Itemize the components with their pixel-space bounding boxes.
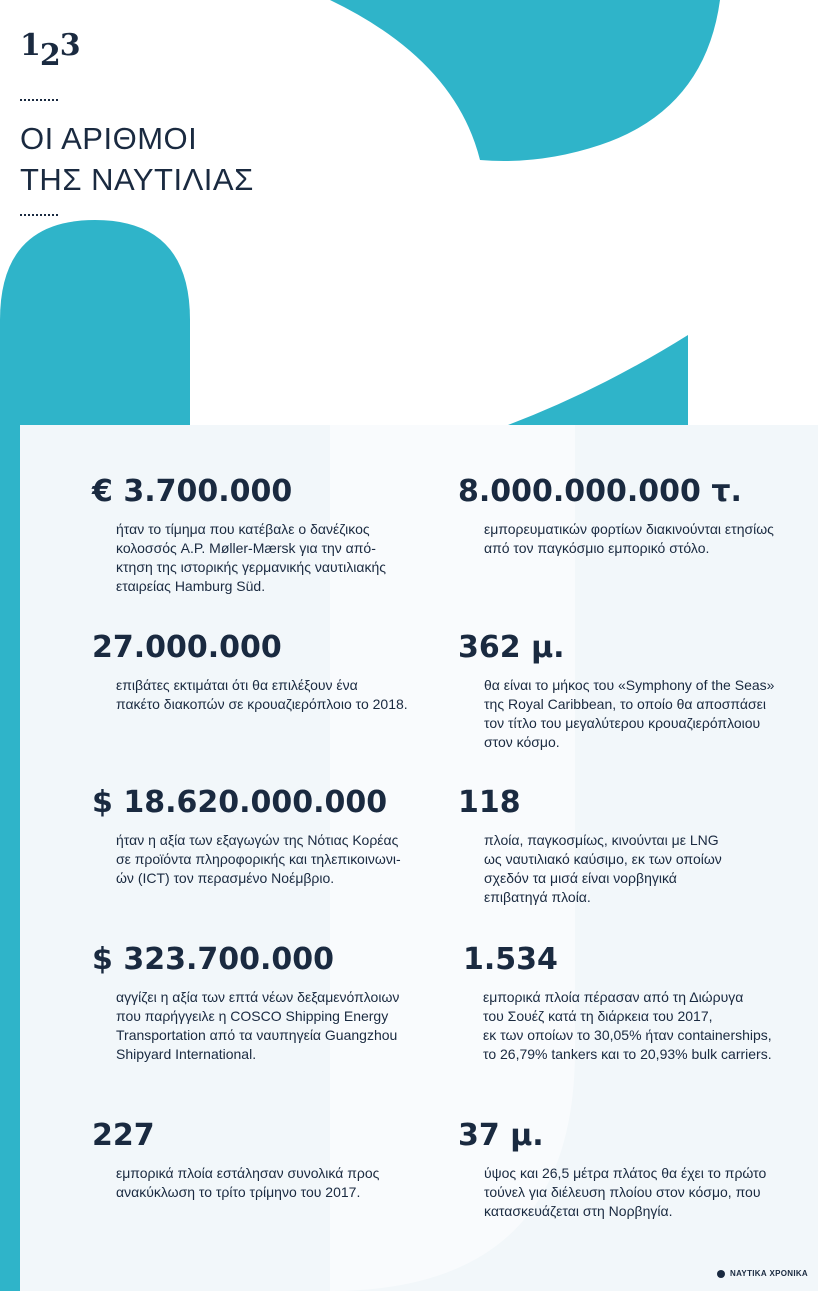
top-right-teal-shape	[330, 0, 720, 161]
stat-value: $ 18.620.000.000	[92, 785, 388, 820]
logo-123	[20, 28, 80, 73]
stat-value: 27.000.000	[92, 630, 282, 665]
stat-suez-transits	[463, 942, 813, 1064]
stat-annual-cargo	[458, 474, 808, 558]
stat-symphony-length	[458, 630, 808, 752]
stat-ships-recycled	[92, 1118, 442, 1202]
stat-value: $ 323.700.000	[92, 942, 334, 977]
stat-lng-ships	[458, 785, 808, 907]
stat-value: 227	[92, 1118, 155, 1153]
stat-value: 118	[458, 785, 521, 820]
stat-description: ήταν η αξία των εξαγωγών της Νότιας Κορέας σε προϊόντα πληροφορικής και τηλεπικοινωνι- ών (ICT) τον περασμένο Νοέμβριο.	[116, 832, 401, 886]
stat-value: 37 μ.	[458, 1118, 544, 1153]
stat-value: 8.000.000.000 τ.	[458, 474, 742, 509]
stat-description: πλοία, παγκοσμίως, κινούνται με LNG ως ναυτιλιακό καύσιμο, εκ των οποίων σχεδόν τα μισά είναι νορβηγικά επιβατηγά πλοία.	[484, 832, 722, 905]
stat-description: ήταν το τίμημα που κατέβαλε ο δανέζικος κολοσσός A.P. Møller-Mærsk για την από- κτηση της ιστορικής γερμανικής ναυτιλιακής εταιρείας Hamburg Süd.	[116, 521, 386, 594]
stat-description: εμπορευματικών φορτίων διακινούνται ετησίως από τον παγκόσμιο εμπορικό στόλο.	[484, 521, 774, 556]
brand-dot-icon	[717, 1270, 725, 1278]
stat-description: αγγίζει η αξία των επτά νέων δεξαμενόπλοιων που παρήγγειλε η COSCO Shipping Energy Transportation από τα ναυπηγεία Guangzhou Shipyard International.	[116, 989, 400, 1062]
logo-digit-2: 2	[39, 38, 60, 73]
stat-description: ύψος και 26,5 μέτρα πλάτος θα έχει το πρώτο τούνελ για διέλευση πλοίου στον κόσμο, που κατασκευάζεται στη Νορβηγία.	[484, 1165, 767, 1219]
brand-name: ΝΑΥΤΙΚΑ ΧΡΟΝΙΚΑ	[730, 1269, 808, 1278]
title-line-1: ΟΙ ΑΡΙΘΜΟΙ	[20, 121, 198, 156]
stat-description: επιβάτες εκτιμάται ότι θα επιλέξουν ένα πακέτο διακοπών σε κρουαζιερόπλοιο το 2018.	[116, 677, 408, 712]
stat-norway-ship-tunnel	[458, 1118, 808, 1221]
stat-description: θα είναι το μήκος του «Symphony of the Seas» της Royal Caribbean, το οποίο θα αποσπάσει τον τίτλο του μεγαλύτερου κρουαζιερόπλοιου στον κόσμο.	[484, 677, 775, 750]
title-line-2: ΤΗΣ ΝΑΥΤΙΛΙΑΣ	[20, 162, 254, 197]
stat-value: 362 μ.	[458, 630, 565, 665]
stat-description: εμπορικά πλοία εστάλησαν συνολικά προς ανακύκλωση το τρίτο τρίμηνο του 2017.	[116, 1165, 380, 1200]
dotted-divider-top	[20, 99, 58, 101]
stat-value: 1.534	[463, 942, 558, 977]
stat-hamburg-sud	[92, 474, 432, 596]
stat-cruise-passengers	[92, 630, 442, 714]
logo-digit-1: 1	[20, 28, 40, 63]
stat-korea-ict-exports	[92, 785, 442, 888]
stat-cosco-tankers	[92, 942, 442, 1064]
logo-digit-3: 3	[59, 28, 80, 63]
brand-mark	[717, 1269, 808, 1278]
stat-description: εμπορικά πλοία πέρασαν από τη Διώρυγα του Σουέζ κατά τη διάρκεια του 2017, εκ των οποίων το 30,05% ήταν containerships, το 26,79% tankers και το 20,93% bulk carriers.	[483, 989, 772, 1062]
page-title	[20, 118, 254, 200]
dotted-divider-bottom	[20, 214, 58, 216]
stat-value: € 3.700.000	[92, 474, 293, 509]
